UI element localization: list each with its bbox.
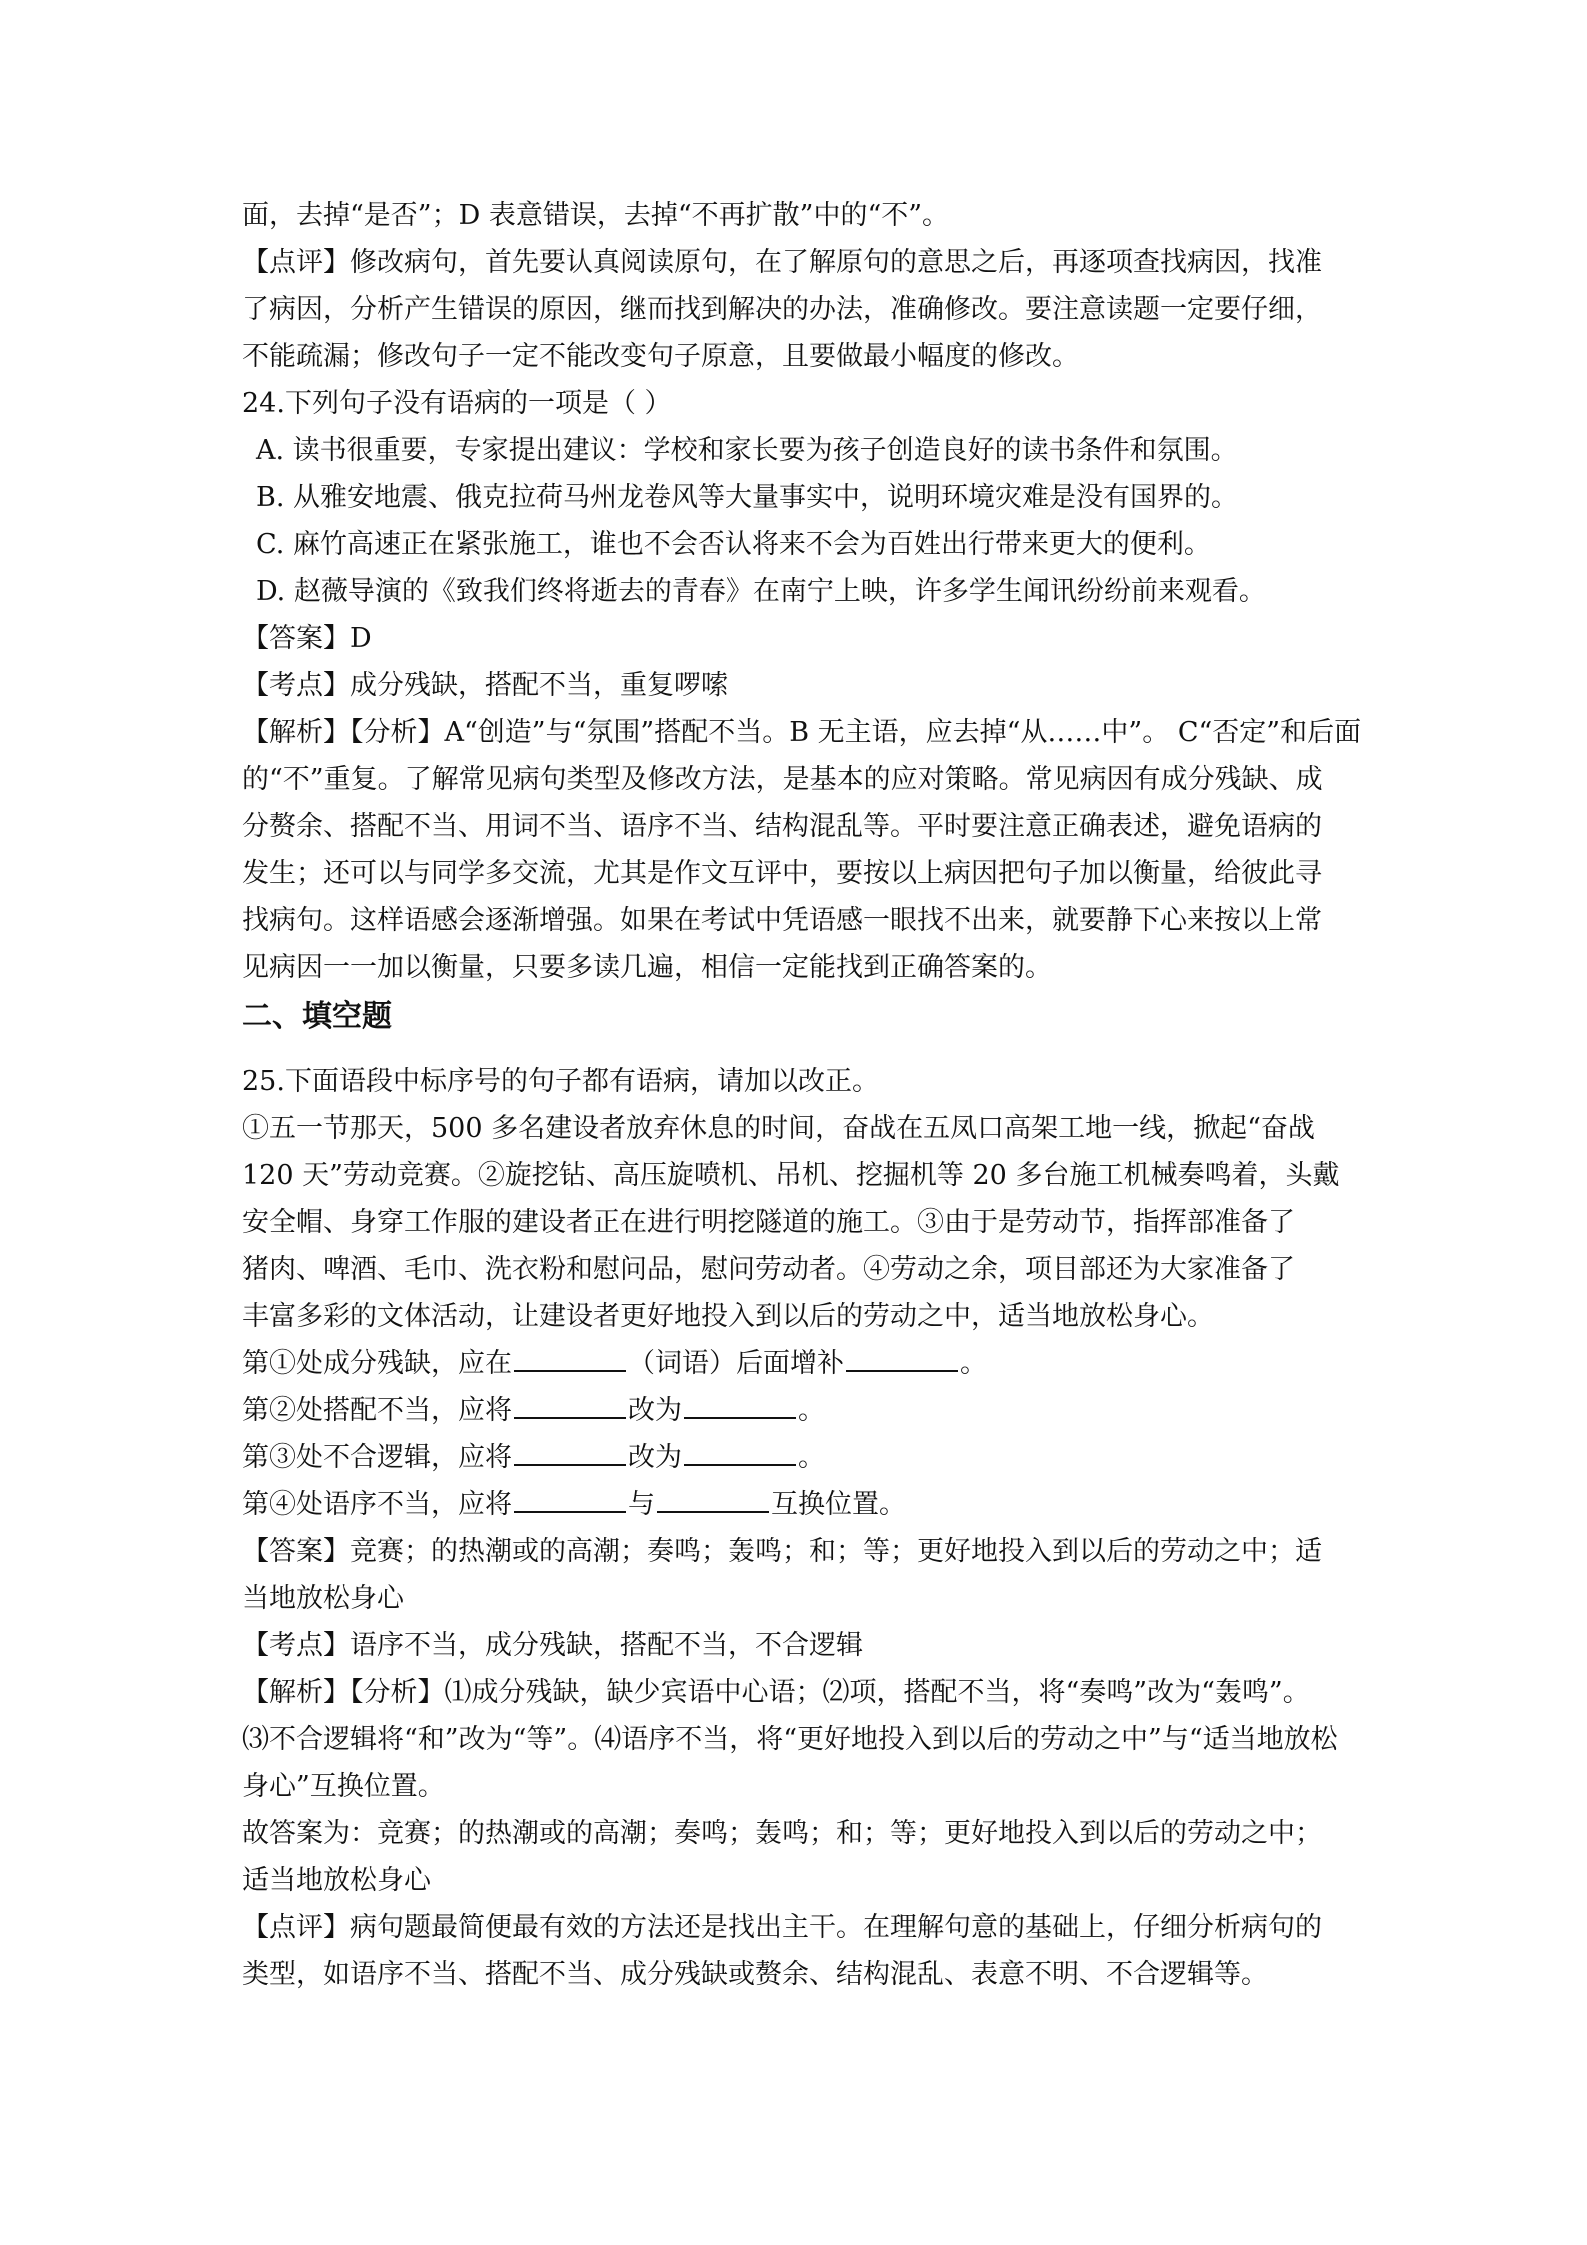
analysis-line: 身心”互换位置。 — [242, 1771, 445, 1802]
fill-text: 第③处不合逻辑，应将 — [242, 1442, 512, 1473]
fill-text: 。 — [798, 1442, 825, 1473]
fill-text: 第④处语序不当，应将 — [242, 1489, 512, 1520]
text-line: 了病因，分析产生错误的原因，继而找到解决的办法，准确修改。要注意读题一定要仔细， — [242, 294, 1322, 325]
blank-field[interactable] — [514, 1390, 626, 1419]
comment-line: 【点评】病句题最简便最有效的方法还是找出主干。在理解句意的基础上，仔细分析病句的 — [242, 1912, 1322, 1943]
analysis-line: 【解析】【分析】A“创造”与“氛围”搭配不当。B 无主语，应去掉“从……中”。 C“否定”和后面 — [242, 717, 1362, 748]
analysis-line: 【解析】【分析】⑴成分残缺，缺少宾语中心语；⑵项，搭配不当，将“奏鸣”改为“轰鸣”。 — [242, 1677, 1310, 1708]
answer-line: 【答案】D — [242, 623, 372, 654]
option-c: C. 麻竹高速正在紧张施工，谁也不会否认将来不会为百姓出行带来更大的便利。 — [256, 529, 1211, 560]
kaodian-line: 【考点】语序不当，成分残缺，搭配不当，不合逻辑 — [242, 1630, 863, 1661]
text-line: 不能疏漏；修改句子一定不能改变句子原意，且要做最小幅度的修改。 — [242, 341, 1079, 372]
comment-line: 类型，如语序不当、搭配不当、成分残缺或赘余、结构混乱、表意不明、不合逻辑等。 — [242, 1959, 1268, 1990]
analysis-line: ⑶不合逻辑将“和”改为“等”。⑷语序不当，将“更好地投入到以后的劳动之中”与“适当地放松 — [242, 1724, 1338, 1755]
blank-field[interactable] — [657, 1484, 769, 1513]
fill-text: 与 — [628, 1489, 655, 1520]
analysis-line: 见病因一一加以衡量，只要多读几遍，相信一定能找到正确答案的。 — [242, 952, 1052, 983]
fill-text: 改为 — [628, 1395, 682, 1426]
fill-text: 第②处搭配不当，应将 — [242, 1395, 512, 1426]
passage-line: 120 天”劳动竞赛。②旋挖钻、高压旋喷机、吊机、挖掘机等 20 多台施工机械奏鸣着，头戴 — [242, 1160, 1340, 1191]
fill-text: 。 — [960, 1348, 987, 1379]
text-line: 【点评】修改病句，首先要认真阅读原句，在了解原句的意思之后，再逐项查找病因，找准 — [242, 247, 1322, 278]
fill-line-3 — [242, 1434, 1362, 1481]
blank-field[interactable] — [846, 1343, 958, 1372]
kaodian-line: 【考点】成分残缺，搭配不当，重复啰嗦 — [242, 670, 728, 701]
conclusion-line: 故答案为：竞赛；的热潮或的高潮；奏鸣；轰鸣；和；等；更好地投入到以后的劳动之中； — [242, 1818, 1322, 1849]
analysis-line: 发生；还可以与同学多交流，尤其是作文互评中，要按以上病因把句子加以衡量，给彼此寻 — [242, 858, 1322, 889]
fill-line-4 — [242, 1481, 1362, 1528]
fill-text: 。 — [798, 1395, 825, 1426]
answer-line: 【答案】竞赛；的热潮或的高潮；奏鸣；轰鸣；和；等；更好地投入到以后的劳动之中；适 — [242, 1536, 1322, 1567]
analysis-line: 找病句。这样语感会逐渐增强。如果在考试中凭语感一眼找不出来，就要静下心来按以上常 — [242, 905, 1322, 936]
blank-field[interactable] — [684, 1390, 796, 1419]
document-page — [242, 192, 1362, 1998]
passage-line: 猪肉、啤酒、毛巾、洗衣粉和慰问品，慰问劳动者。④劳动之余，项目部还为大家准备了 — [242, 1254, 1295, 1285]
blank-field[interactable] — [514, 1437, 626, 1466]
question-25-stem: 25.下面语段中标序号的句子都有语病，请加以改正。 — [242, 1066, 879, 1097]
fill-text: （词语）后面增补 — [628, 1348, 844, 1379]
text-line: 面，去掉“是否”；D 表意错误，去掉“不再扩散”中的“不”。 — [242, 200, 950, 231]
fill-text: 改为 — [628, 1442, 682, 1473]
fill-line-1 — [242, 1340, 1362, 1387]
conclusion-line: 适当地放松身心 — [242, 1865, 431, 1896]
option-b: B. 从雅安地震、俄克拉荷马州龙卷风等大量事实中，说明环境灾难是没有国界的。 — [256, 482, 1239, 513]
fill-text: 第①处成分残缺，应在 — [242, 1348, 512, 1379]
passage-line: ①五一节那天，500 多名建设者放弃休息的时间，奋战在五凤口高架工地一线，掀起“奋战 — [242, 1113, 1315, 1144]
blank-field[interactable] — [684, 1437, 796, 1466]
option-a: A. 读书很重要，专家提出建议：学校和家长要为孩子创造良好的读书条件和氛围。 — [256, 435, 1238, 466]
blank-field[interactable] — [514, 1343, 626, 1372]
analysis-line: 分赘余、搭配不当、用词不当、语序不当、结构混乱等。平时要注意正确表述，避免语病的 — [242, 811, 1322, 842]
fill-line-2 — [242, 1387, 1362, 1434]
section-heading: 二、填空题 — [242, 999, 392, 1034]
question-24-stem: 24.下列句子没有语病的一项是（ ） — [242, 388, 672, 419]
answer-line: 当地放松身心 — [242, 1583, 404, 1614]
passage-line: 丰富多彩的文体活动，让建设者更好地投入到以后的劳动之中，适当地放松身心。 — [242, 1301, 1214, 1332]
passage-line: 安全帽、身穿工作服的建设者正在进行明挖隧道的施工。③由于是劳动节，指挥部准备了 — [242, 1207, 1295, 1238]
fill-text: 互换位置。 — [771, 1489, 906, 1520]
analysis-line: 的“不”重复。了解常见病句类型及修改方法，是基本的应对策略。常见病因有成分残缺、成 — [242, 764, 1323, 795]
option-d: D. 赵薇导演的《致我们终将逝去的青春》在南宁上映，许多学生闻讯纷纷前来观看。 — [256, 576, 1266, 607]
blank-field[interactable] — [514, 1484, 626, 1513]
